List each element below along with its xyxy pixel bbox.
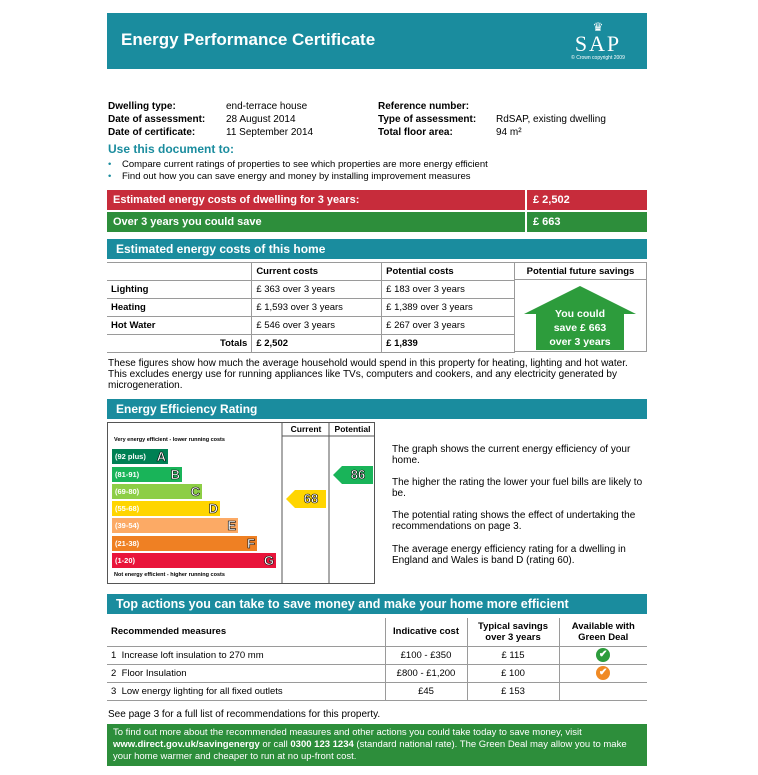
floor-area-value: 94 m²	[496, 127, 522, 138]
page-title: Energy Performance Certificate	[121, 30, 376, 49]
crown-copyright: © Crown copyright 2009	[571, 55, 625, 61]
current-rating-value: 68	[303, 491, 319, 506]
rating-section-title: Energy Efficiency Rating	[107, 399, 647, 419]
rating-explain-1: The graph shows the current energy efficiency of your home.	[392, 444, 631, 466]
rating-band-f	[112, 536, 257, 551]
assessment-date-label: Date of assessment:	[108, 114, 206, 125]
band-range: (21-38)	[115, 539, 140, 548]
table-row: 3 Low energy lighting for all fixed outlets £45 £ 153	[107, 682, 647, 700]
total-current: £ 2,502	[252, 335, 382, 353]
band-letter: C	[190, 484, 200, 499]
dwelling-info-right	[378, 100, 606, 139]
band-letter: E	[227, 518, 236, 533]
actions-section-title: Top actions you can take to save money and make your home more efficient	[107, 594, 647, 614]
band-letter: D	[208, 501, 218, 516]
col-typical-savings: Typical savings over 3 years	[467, 618, 559, 646]
certificate-date-label: Date of certificate:	[108, 127, 196, 138]
rating-band-e	[112, 518, 238, 533]
savingenergy-link[interactable]: www.direct.gov.uk/savingenergy	[113, 739, 260, 750]
band-letter: F	[247, 536, 255, 551]
table-row	[107, 618, 647, 646]
band-letter: G	[263, 553, 274, 568]
sap-logo	[563, 21, 633, 65]
save-value: £ 663	[527, 212, 647, 232]
certificate-header	[107, 13, 647, 69]
footer-info: To find out more about the recommended measures and other actions you could take today to save money, visit www.direct.gov.uk/savingenergy or call 0300 123 1234 (standard national rate). The Green Deal may allow you to make your home warmer and cheaper to run at no up-front cost.	[107, 724, 647, 766]
table-row: Lighting £ 363 over 3 years £ 183 over 3 years	[107, 281, 515, 299]
total-potential: £ 1,839	[382, 335, 515, 353]
table-row: Heating £ 1,593 over 3 years £ 1,389 over 3 years	[107, 299, 515, 317]
save-label: Over 3 years you could save	[107, 212, 525, 232]
table-row	[107, 263, 515, 281]
costs-table	[107, 262, 515, 353]
crown-icon: ♛	[592, 20, 604, 34]
estimated-cost-label: Estimated energy costs of dwelling for 3 years:	[107, 190, 525, 210]
dwelling-info-left	[108, 100, 313, 139]
certificate-date-value: 11 September 2014	[226, 127, 314, 138]
costs-section-title: Estimated energy costs of this home	[107, 239, 647, 259]
list-item: • Find out how you can save energy and money by installing improvement measures	[108, 171, 471, 182]
table-row: 1 Increase loft insulation to 270 mm £100 - £350 £ 115 ✔	[107, 646, 647, 664]
rating-explain-3: The potential rating shows the effect of undertaking the recommendations on page 3.	[392, 510, 636, 532]
band-letter: B	[170, 467, 180, 482]
table-row: 2 Floor Insulation £800 - £1,200 £ 100 ✔	[107, 664, 647, 682]
col-potential-costs: Potential costs	[382, 263, 515, 281]
rating-explain-2: The higher the rating the lower your fuel bills are likely to be.	[392, 477, 643, 499]
col-indicative-cost: Indicative cost	[385, 618, 467, 646]
assessment-type-value: RdSAP, existing dwelling	[496, 114, 606, 125]
dwelling-type-value: end-terrace house	[226, 101, 308, 112]
floor-area-label: Total floor area:	[378, 127, 453, 138]
future-savings-box	[515, 280, 647, 352]
efficient-caption: Very energy efficient - lower running costs	[114, 437, 225, 443]
rating-band-b	[112, 467, 182, 482]
rating-band-a	[112, 449, 168, 464]
band-range: (55-68)	[115, 504, 140, 513]
band-letter: A	[156, 449, 166, 464]
rating-band-c	[112, 484, 202, 499]
estimated-cost-value: £ 2,502	[527, 190, 647, 210]
list-item: • Compare current ratings of properties to see which properties are more energy efficient	[108, 159, 488, 170]
col-green-deal: Available with Green Deal	[559, 618, 647, 646]
use-document-list	[108, 159, 488, 183]
dwelling-type-label: Dwelling type:	[108, 101, 176, 112]
col-future-savings: Potential future savings	[515, 262, 647, 280]
phone-number: 0300 123 1234	[290, 739, 354, 750]
assessment-date-value: 28 August 2014	[226, 114, 296, 125]
reference-label: Reference number:	[378, 101, 470, 112]
table-row	[107, 335, 515, 353]
actions-table	[107, 618, 647, 701]
band-range: (1-20)	[115, 556, 136, 565]
band-range: (39-54)	[115, 521, 140, 530]
band-range: (69-80)	[115, 487, 140, 496]
use-document-title: Use this document to:	[108, 142, 235, 156]
rating-band-d	[112, 501, 220, 516]
assessment-type-label: Type of assessment:	[378, 114, 477, 125]
see-page-note: See page 3 for a full list of recommendations for this property.	[108, 709, 381, 720]
green-deal-check-icon: ✔	[596, 648, 610, 662]
col-current-costs: Current costs	[252, 263, 382, 281]
inefficient-caption: Not energy efficient - higher running costs	[114, 572, 225, 578]
band-range: (81-91)	[115, 470, 140, 479]
table-row: Hot Water £ 546 over 3 years £ 267 over 3 years	[107, 317, 515, 335]
col-current-rating: Current	[290, 424, 322, 434]
band-range: (92 plus)	[115, 452, 146, 461]
bullet-icon: •	[108, 159, 112, 170]
rating-band-g	[112, 553, 276, 568]
col-measures: Recommended measures	[107, 618, 385, 646]
savings-badge: You could save £ 663 over 3 years	[549, 308, 611, 348]
potential-rating-value: 86	[350, 467, 366, 482]
sap-logo-text: SAP	[574, 31, 622, 56]
col-potential-rating: Potential	[334, 424, 371, 434]
totals-label: Totals	[107, 335, 252, 353]
costs-note: These figures show how much the average household would spend in this property for heating, lighting and hot water. This excludes energy use for running appliances like TVs, computers and cookers, and any electricity generated by microgeneration.	[108, 358, 628, 391]
green-deal-check-icon: ✔	[596, 666, 610, 680]
bullet-icon: •	[108, 171, 112, 182]
rating-explain-4: The average energy efficiency rating for a dwelling in England and Wales is band D (rating 60).	[392, 544, 626, 566]
